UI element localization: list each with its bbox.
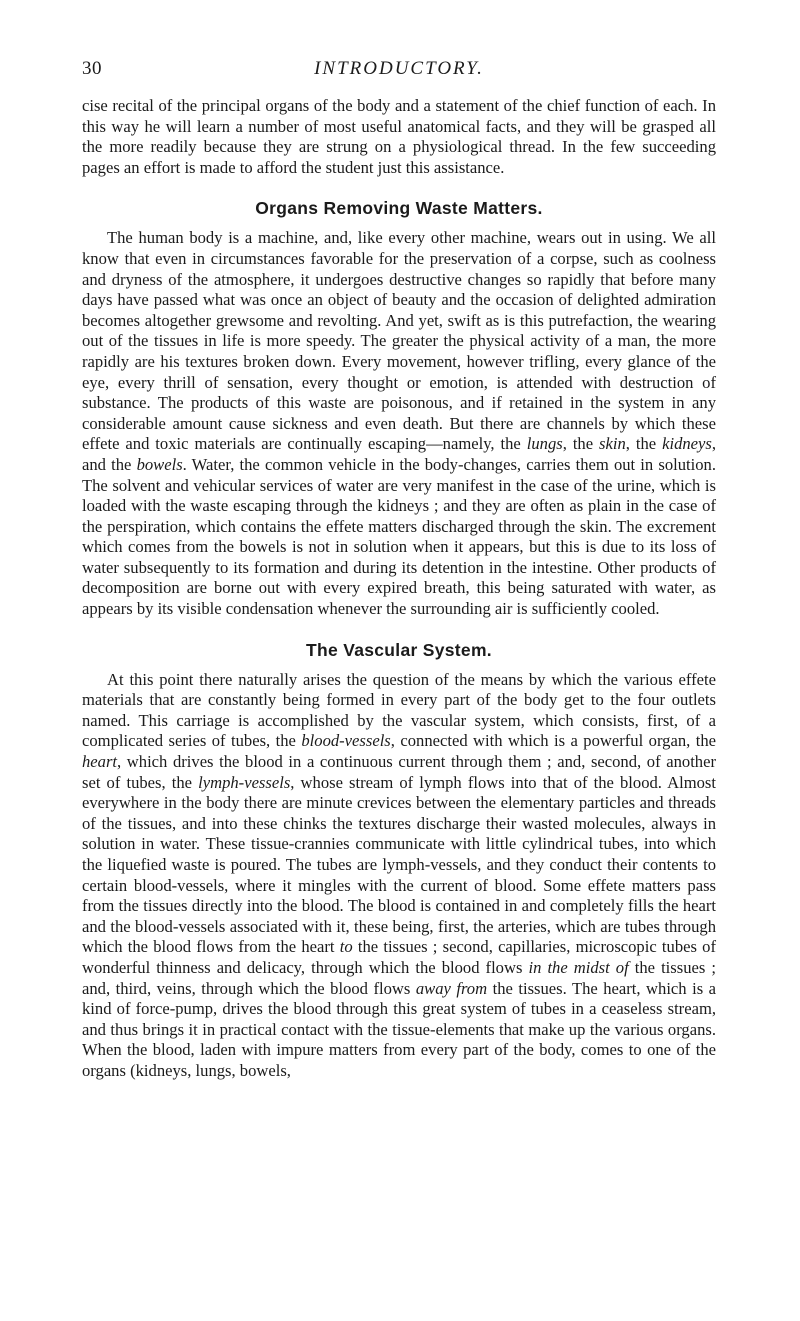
emphasis-lymph-vessels: lymph-vessels	[198, 772, 291, 792]
section-heading-vascular: The Vascular System.	[306, 639, 492, 660]
emphasis-skin: skin	[599, 434, 626, 454]
section-heading-waste: Organs Removing Waste Matters.	[255, 198, 543, 219]
page-header	[82, 58, 716, 84]
emphasis-away-from: away from	[415, 978, 488, 998]
emphasis-bowels: bowels	[136, 454, 183, 474]
running-title: INTRODUCTORY.	[314, 58, 484, 79]
emphasis-to: to	[339, 937, 353, 957]
waste-paragraph: The human body is a machine, and, like every other machine, wears out in using. We all know that even in circumstances favorable for the preservation of a corpse, such as coolness and dryness of the atmosphere, it undergoes destructive changes so rapidly that before many days have passed what was once an object of beauty and the occasion of delighted admiration becomes altogether grewsome and revolting. And yet, swift as is this putrefaction, the wearing out of the tissues in life is more speedy. The greater the physical activity of a man, the more rapidly are his textures broken down. Every movement, however trifling, every glance of the eye, every thrill of sensation, every thought or emotion, is attended with destruction of substance. The products of this waste are poisonous, and if retained in the system in any considerable amount cause sickness and even death. But there are channels by which these effete and toxic materials are continually escaping—namely, the lungs, the skin, the kidneys, and the bowels. Water, the common vehicle in the body-changes, carries them out in solution. The solvent and vehicular services of water are very manifest in the case of the urine, which is loaded with the waste escaping through the kidneys ; and they are often as plain in the case of the perspiration, which contains the effete matters discharged through the skin. The excrement which comes from the bowels is not in solution when it appears, but this is due to its loss of water subsequently to its formation and during its detention in the intestine. Other products of decomposition are borne out with every expired breath, this being saturated with water, as appears by its visible condensation whenever the surrounding air is sufficiently cooled.	[82, 228, 717, 619]
emphasis-blood-vessels: blood-vessels	[301, 731, 391, 751]
emphasis-kidneys: kidneys	[662, 434, 712, 454]
intro-paragraph: cise recital of the principal organs of the body and a statement of the chief function of each. In this way he will learn a number of most useful anatomical facts, and they will be grasped all the more readily because they are strung on a physiological thread. In the few succeeding pages an effort is made to afford the student just this assistance.	[82, 96, 716, 177]
page-number: 30	[82, 58, 102, 79]
emphasis-in-the-midst-of: in the midst of	[528, 957, 629, 977]
page-body	[82, 96, 716, 1082]
emphasis-heart: heart	[82, 752, 118, 772]
vascular-paragraph: At this point there naturally arises the question of the means by which the various effete materials that are constantly being formed in every part of the body get to the four outlets named. This carriage is accomplished by the vascular system, which consists, first, of a complicated series of tubes, the blood-vessels, connected with which is a powerful organ, the heart, which drives the blood in a continuous current through them ; and, second, of another set of tubes, the lymph-vessels, whose stream of lymph flows into that of the blood. Almost everywhere in the body there are minute crevices between the elementary particles and threads of the tissues, and into these chinks the textures discharge their wasted molecules, always in solution in water. These tissue-crannies communicate with little cylindrical tubes, into which the liquefied waste is poured. The tubes are lymph-vessels, and they conduct their contents to certain blood-vessels, where it mingles with the current of blood. Some effete matters pass from the tissues directly into the blood. The blood is contained in and completely fills the heart and the blood-vessels associated with it, these being, first, the arteries, which are tubes through which the blood flows from the heart to the tissues ; second, capillaries, microscopic tubes of wonderful thinness and delicacy, through which the blood flows in the midst of the tissues ; and, third, veins, through which the blood flows away from the tissues. The heart, which is a kind of force-pump, drives the blood through this great system of tubes in a ceaseless stream, and thus brings it in practical contact with the tissue-elements that make up the various organs. When the blood, laden with impure matters from every part of the body, comes to one of the organs (kidneys, lungs, bowels,	[82, 669, 717, 1080]
emphasis-lungs: lungs	[526, 434, 563, 454]
